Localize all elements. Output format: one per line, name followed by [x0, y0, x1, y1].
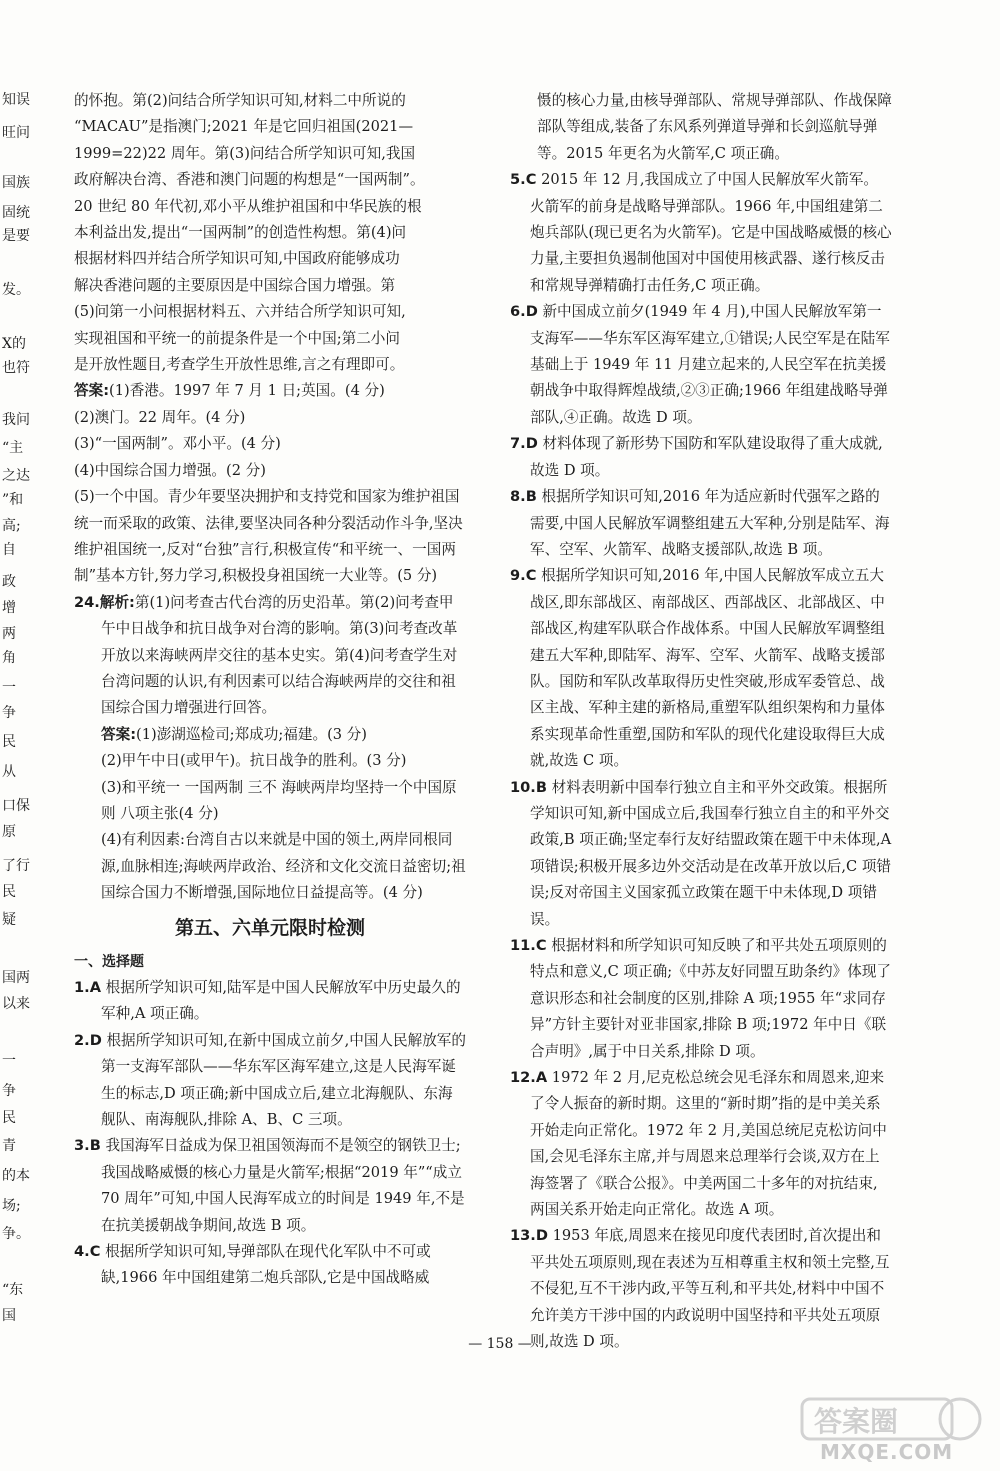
section-title: 第五、六单元限时检测 [174, 916, 365, 939]
question-number: 11.C [510, 937, 547, 954]
right-column [510, 88, 892, 1356]
question-text: 根据材料和所学知识可知反映了和平共处五项原则的特点和意义,C 项正确;《中苏友好同盟互助条约》体现了意识形态和社会制度的区别,排除 A 项;1955 年“求同存异”方针主要针对亚非国家,排除 B 项;1972 年中日《联合声明》,属于中日关系,排除 D 项。 [530, 937, 892, 1060]
answer-line: (3)和平统一 一国两制 三不 海峡两岸均坚持一个中国原则 八项主张(4 分) [101, 778, 457, 822]
cutoff-char: 固统 [2, 205, 30, 221]
answer-line: (4)有利因素:台湾自古以来就是中国的领土,两岸同根同源,血脉相连;海峡两岸政治、经济和文化交流日益密切;祖国综合国力不断增强,国际地位日益提高等。(4 分) [101, 831, 466, 902]
cutoff-char: 一 [2, 1053, 16, 1069]
cutoff-char: 政 [2, 574, 16, 590]
cutoff-char: 角 [2, 650, 16, 666]
question-item [74, 1239, 466, 1292]
cutoff-char: 国族 [2, 175, 30, 191]
answer-line: (2)甲午中日(或甲午)。抗日战争的胜利。(3 分) [101, 752, 407, 770]
q24-analysis [74, 590, 466, 722]
question-text: 1953 年底,周恩来在接见印度代表团时,首次提出和平共处五项原则,现在表述为互相尊重主权和领土完整,互不侵犯,互不干涉内政,平等互利,和平共处,材料中中国不允许美方干涉中国的内政说明中国坚持和平共处五项原则,故选 D 项。 [530, 1227, 890, 1351]
question-item [74, 1028, 466, 1134]
cutoff-char: 也符 [2, 360, 30, 376]
cutoff-char: “主 [2, 440, 24, 456]
cutoff-char: 知误 [2, 92, 30, 108]
cutoff-char: 了行 [2, 858, 30, 874]
question-item [510, 299, 892, 431]
question-text: 根据所学知识可知,2016 年为适应新时代强军之路的需要,中国人民解放军调整组建五大军种,分别是陆军、海军、空军、火箭军、战略支援部队,故选 B 项。 [530, 488, 890, 558]
watermark-url: MXQE.COM [820, 1440, 954, 1464]
q23-answer [74, 378, 466, 589]
question-item [510, 167, 892, 299]
question-text: 根据所学知识可知,2016 年,中国人民解放军成立五大战区,即东部战区、南部战区、西部战区、北部战区、中部战区,构建军队联合作战体系。中国人民解放军调整组建五大军种,即陆军、海军、空军、火箭军、战略支援部队。国防和军队改革取得历史性突破,形成军委管总、战区主战、军种主建的新格局,重塑军队组织架构和力量体系实现革命性重塑,国防和军队的现代化建设取得巨大成就,故选 C 项。 [530, 567, 885, 770]
cutoff-char: 旺问 [2, 125, 30, 141]
question-text: 根据所学知识可知,导弹部队在现代化军队中不可或缺,1966 年中国组建第二炮兵部队,它是中国战略威 [101, 1243, 431, 1287]
question-number: 3.B [74, 1137, 101, 1155]
text-line: “MACAU”是指澳门;2021 年是它回归祖国(2021— [74, 118, 414, 136]
analysis-text: 第(1)问考查古代台湾的历史沿革。第(2)问考查甲午中日战争和抗日战争对台湾的影响。第(3)问考查改革开放以来海峡两岸交往的基本史实。第(4)问考查学生对台湾问题的认识,有利因素可以结合海峡两岸的交往和祖国综合国力增强进行回答。 [101, 593, 458, 717]
cutoff-char: 争 [2, 705, 16, 721]
left-margin-cutoff-text [2, 0, 28, 1400]
text-line: 20 世纪 80 年代初,邓小平从维护祖国和中华民族的根 [74, 197, 422, 215]
question-item [510, 933, 892, 1065]
cutoff-char: 民 [2, 734, 16, 750]
question-item [510, 484, 892, 563]
question-item [510, 431, 892, 484]
text-line: 解决香港问题的主要原因是中国综合国力增强。第 [74, 276, 396, 294]
q4-continued-text: 慑的核心力量,由核导弹部队、常规导弹部队、作战保障部队等组成,装备了东风系列弹道导弹和长剑巡航导弹等。2015 年更名为火箭军,C 项正确。 [537, 92, 892, 162]
question-number: 24. [74, 593, 100, 611]
question-number: 4.C [74, 1243, 101, 1261]
left-column [74, 88, 466, 1292]
cutoff-char: 国 [2, 1308, 16, 1324]
cutoff-char: 一 [2, 680, 16, 696]
cutoff-char: 场; [2, 1198, 21, 1214]
cutoff-char: “东 [2, 1282, 24, 1298]
answer-text: (1)香港。1997 年 7 月 1 日;英国。(4 分) [109, 382, 385, 400]
question-text: 2015 年 12 月,我国成立了中国人民解放军火箭军。火箭军的前身是战略导弹部队。1966 年,中国组建第二炮兵部队(现已更名为火箭军)。它是中国战略威慑的核心力量,主要担负遏制他国对中国使用核武器、遂行核反击和常规导弹精确打击任务,C 项正确。 [530, 171, 892, 294]
question-item [74, 1133, 466, 1239]
question-item [510, 775, 892, 933]
answer-line [74, 378, 466, 404]
cutoff-char: 我问 [2, 412, 30, 428]
answer-label: 答案: [74, 382, 110, 400]
question-number: 9.C [510, 567, 537, 585]
question-text: 材料体现了新形势下国防和军队建设取得了重大成就,故选 D 项。 [530, 435, 883, 479]
cutoff-char: 疑 [2, 912, 16, 928]
question-text: 材料表明新中国奉行独立自主和平外交政策。根据所学知识可知,新中国成立后,我国奉行独立自主的和平外交政策,B 项正确;坚定奉行友好结盟政策在题干中未体现,A 项错误;积极开展多边外交活动是在改革开放以后,C 项错误;反对帝国主义国家孤立政策在题干中未体现,D 项错误。 [530, 778, 892, 928]
answer-line: (4)中国综合国力增强。(2 分) [74, 461, 266, 479]
answer-text: (1)澎湖巡检司;郑成功;福建。(3 分) [136, 725, 367, 743]
q23-analysis-continued [74, 88, 466, 378]
cutoff-char: 增 [2, 600, 16, 616]
question-text: 根据所学知识可知,在新中国成立前夕,中国人民解放军的第一支海军部队——华东军区海军建立,这是人民海军诞生的标志,D 项正确;新中国成立后,建立北海舰队、东海舰队、南海舰队,排除 A、B、C 三项。 [101, 1031, 466, 1129]
question-number: 12.A [510, 1069, 548, 1087]
q24-block [74, 590, 466, 907]
question-number: 7.D [510, 435, 538, 453]
question-number: 2.D [74, 1031, 102, 1049]
page-number: — 158 — [468, 1336, 532, 1352]
cutoff-char: 高; [2, 518, 21, 534]
cutoff-char: 自 [2, 542, 16, 558]
cutoff-char: 争 [2, 1083, 16, 1099]
answer-line: (3)“一国两制”。邓小平。(4 分) [74, 435, 281, 453]
question-text: 我国海军日益成为保卫祖国领海而不是领空的钢铁卫士;我国战略威慑的核心力量是火箭军;根据“2019 年”“成立 70 周年”可知,中国人民海军成立的时间是 1949 年,不是在抗美援朝战争期间,故选 B 项。 [101, 1137, 465, 1234]
question-text: 新中国成立前夕(1949 年 4 月),中国人民解放军第一支海军——华东军区海军建立,①错误;人民空军是在陆军基础上于 1949 年 11 月建立起来的,人民空军在抗美援朝战争中取得辉煌战绩,②③正确;1966 年组建战略导弹部队,④正确。故选 D 项。 [530, 303, 890, 426]
left-question-list [74, 975, 466, 1292]
answer-label: 答案: [101, 725, 137, 743]
text-line: 是开放性题目,考查学生开放性思维,言之有理即可。 [74, 356, 405, 374]
analysis-label: 解析: [99, 593, 135, 611]
cutoff-char: 国两 [2, 970, 30, 986]
text-line: 1999=22)22 周年。第(3)问结合所学知识可知,我国 [74, 144, 416, 162]
q24-answer [74, 722, 466, 907]
question-number: 13.D [510, 1227, 548, 1245]
cutoff-char: 民 [2, 1110, 16, 1126]
question-number: 8.B [510, 488, 537, 506]
cutoff-char: 以来 [2, 996, 30, 1012]
cutoff-char: 是要 [2, 228, 30, 244]
cutoff-char: 之达 [2, 468, 30, 484]
sub-section-title: 一、选择题 [74, 953, 144, 970]
text-line: 本利益出发,提出“一国两制”的创造性构想。第(4)问 [74, 224, 407, 242]
answer-line: (2)澳门。22 周年。(4 分) [74, 408, 246, 426]
text-line: (5)问第一小问根据材料五、六并结合所学知识可知, [74, 303, 406, 321]
question-number: 5.C [510, 171, 537, 189]
cutoff-char: 两 [2, 626, 16, 642]
text-line: 的怀抱。第(2)问结合所学知识可知,材料二中所说的 [74, 92, 406, 109]
cutoff-char: 口保 [2, 798, 30, 814]
question-item [74, 975, 466, 1028]
watermark-logo-text: 答案圈 [814, 1405, 899, 1438]
cutoff-char: 民 [2, 884, 16, 900]
cutoff-char: 的本 [2, 1168, 30, 1184]
question-text: 1972 年 2 月,尼克松总统会见毛泽东和周恩来,迎来了令人振奋的新时期。这里的“新时期”指的是中美关系开始走向正常化。1972 年 2 月,美国总统尼克松访问中国,会见毛泽东主席,并与周恩来总理举行会谈,双方在上海签署了《联合公报》。中美两国二十多年的对抗结束,两国关系开始走向正常化。故选 A 项。 [530, 1069, 887, 1219]
question-text: 根据所学知识可知,陆军是中国人民解放军中历史最久的军种,A 项正确。 [101, 979, 461, 1023]
question-number: 1.A [74, 979, 101, 996]
text-line: 政府解决台湾、香港和澳门问题的构想是“一国两制”。 [74, 171, 425, 189]
text-line: 根据材料四并结合所学知识可知,中国政府能够成功 [74, 250, 400, 268]
cutoff-char: 青 [2, 1138, 16, 1154]
question-item [510, 1065, 892, 1223]
text-line: 实现祖国和平统一的前提条件是一个中国;第二小问 [74, 329, 400, 347]
question-item [510, 563, 892, 774]
cutoff-char: X的 [2, 336, 26, 352]
cutoff-char: ”和 [2, 492, 24, 508]
answer-line [101, 722, 466, 748]
question-number: 6.D [510, 303, 538, 321]
cutoff-char: 发。 [2, 282, 30, 298]
answer-line: (5)一个中国。青少年要坚决拥护和支持党和国家为维护祖国统一而采取的政策、法律,要坚决同各种分裂活动作斗争,坚决维护祖国统一,反对“台独”言行,积极宣传“和平统一、一国两制”基本方针,努力学习,积极投身祖国统一大业等。(5 分) [74, 488, 463, 585]
cutoff-char: 原 [2, 824, 16, 840]
cutoff-char: 从 [2, 764, 16, 780]
cutoff-char: 争。 [2, 1226, 30, 1242]
question-number: 10.B [510, 778, 547, 796]
